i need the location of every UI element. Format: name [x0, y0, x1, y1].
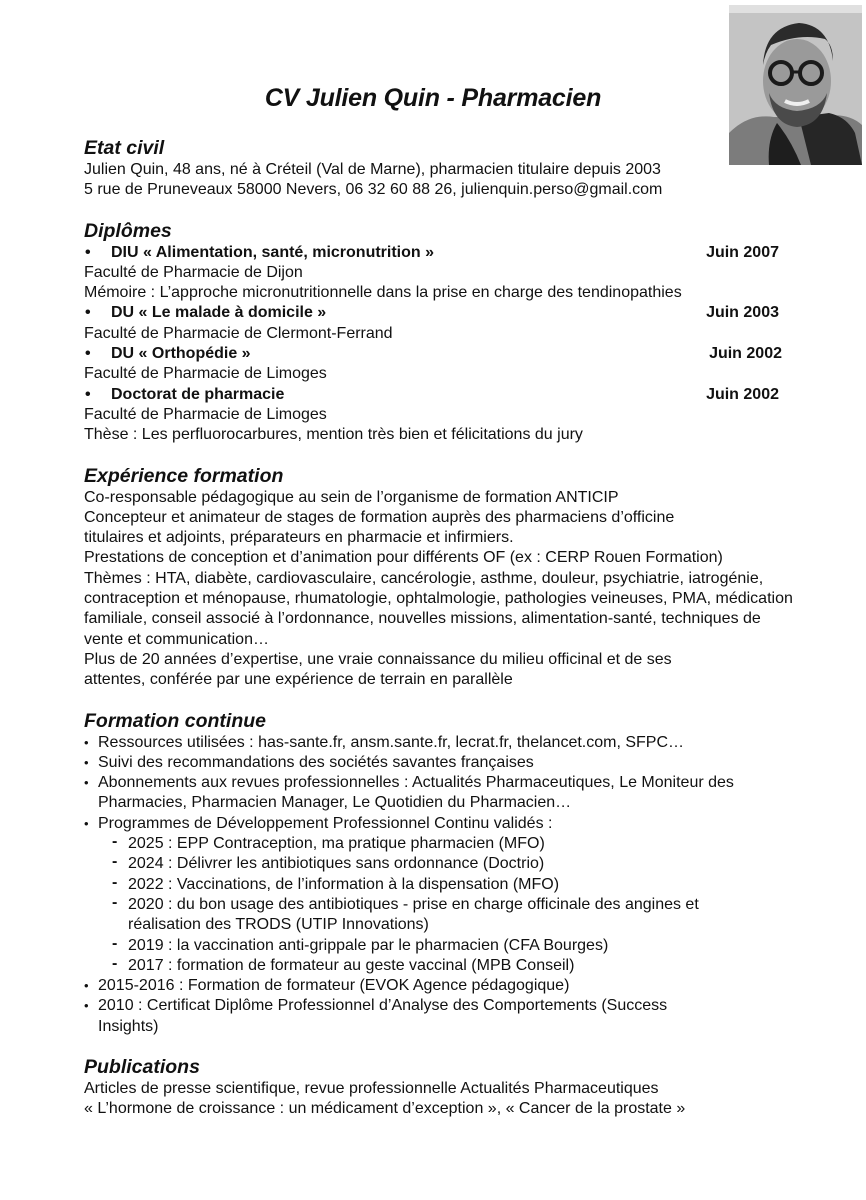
dpc-item — [112, 893, 773, 936]
diploma-title: Doctorat de pharmacie — [111, 385, 285, 403]
section-publications — [84, 1055, 804, 1120]
diploma-title: DU « Le malade à domicile » — [111, 304, 327, 322]
diploma-row — [84, 385, 779, 405]
dpc-text: 2022 : Vaccinations, de l’information à la dispensation (MFO) — [128, 875, 560, 893]
identity-line: Julien Quin, 48 ans, né à Créteil (Val de Marne), pharmacien titulaire depuis 2003 — [84, 161, 661, 178]
bullet-icon: • — [85, 385, 91, 403]
dpc-item — [112, 833, 804, 854]
list-item: • Suivi des recommandations des sociétés savantes françaises — [84, 753, 804, 773]
dpc-text: 2024 : Délivrer les antibiotiques sans ordonnance (Doctrio) — [128, 855, 545, 873]
diploma-title: DIU « Alimentation, santé, micronutrition » — [111, 243, 434, 261]
experience-paragraph: Thèmes : HTA, diabète, cardiovasculaire, cancérologie, asthme, douleur, psychiatrie, iatrogénie, contraception et ménopause, rhumatologie, ophtalmologie, pathologies veineuses, PMA, médication familiale, conseil associé à l’ordonnance, nouvelles missions, alimentation-santé, techniques de vente et communication… — [84, 569, 793, 648]
section-etat-civil — [84, 136, 804, 201]
dash-icon: - — [112, 893, 118, 911]
diploma-row — [84, 344, 782, 364]
experience-paragraph: Concepteur et animateur de stages de formation auprès des pharmaciens d’officine titulaires et adjoints, préparateurs en pharmacie et infirmiers. — [84, 508, 675, 547]
list-item: • 2015-2016 : Formation de formateur (EVOK Agence pédagogique) — [84, 976, 804, 996]
list-item: • Abonnements aux revues professionnelles : Actualités Pharmaceutiques, Le Moniteur des Pharmacies, Pharmacien Manager, Le Quotidien du Pharmacien… — [84, 773, 763, 814]
section-heading: Publications — [84, 1055, 200, 1078]
diploma-detail: Faculté de Pharmacie de Limoges — [84, 365, 327, 383]
cv-body — [84, 136, 804, 1138]
diploma-detail: Faculté de Pharmacie de Clermont-Ferrand — [84, 324, 393, 342]
experience-paragraph: Prestations de conception et d’animation pour différents OF (ex : CERP Rouen Formation) — [84, 549, 723, 567]
dash-icon: - — [112, 934, 118, 952]
section-heading: Expérience formation — [84, 464, 284, 487]
dpc-text: 2020 : du bon usage des antibiotiques - prise en charge officinale des angines et réalisation des TRODS (UTIP Innovations) — [128, 895, 699, 934]
experience-paragraph: Co-responsable pédagogique au sein de l’organisme de formation ANTICIP — [84, 488, 619, 506]
diploma-detail: Mémoire : L’approche micronutritionnelle dans la prise en charge des tendinopathies — [84, 284, 682, 302]
diploma-detail: Faculté de Pharmacie de Dijon — [84, 263, 303, 281]
dpc-item — [112, 954, 804, 976]
diploma-detail: Thèse : Les perfluorocarbures, mention très bien et félicitations du jury — [84, 426, 583, 444]
publication-line: « L’hormone de croissance : un médicament d’exception », « Cancer de la prostate » — [84, 1100, 686, 1118]
diploma-detail: Faculté de Pharmacie de Limoges — [84, 405, 327, 423]
dash-icon: - — [112, 954, 118, 972]
section-diplomes — [84, 219, 804, 446]
dash-icon: - — [112, 853, 118, 871]
list-item — [84, 814, 804, 976]
diploma-date: Juin 2007 — [706, 243, 779, 261]
dpc-item — [112, 934, 804, 956]
list-item: • Ressources utilisées : has-sante.fr, ansm.sante.fr, lecrat.fr, thelancet.com, SFPC… — [84, 733, 804, 753]
diploma-row — [84, 243, 779, 263]
dash-icon: - — [112, 873, 118, 891]
diploma-date: Juin 2002 — [706, 385, 779, 403]
section-heading: Formation continue — [84, 709, 266, 732]
section-formation-continue — [84, 709, 804, 1037]
dpc-text: 2019 : la vaccination anti-grippale par le pharmacien (CFA Bourges) — [128, 936, 609, 954]
bullet-icon: • — [85, 304, 91, 322]
section-experience — [84, 464, 794, 691]
dash-icon: - — [112, 833, 118, 851]
dpc-item — [112, 873, 804, 895]
diploma-date: Juin 2003 — [706, 304, 779, 322]
diploma-row — [84, 303, 779, 323]
bullet-icon: • — [85, 345, 91, 363]
diploma-title: DU « Orthopédie » — [111, 345, 251, 363]
page-title: CV Julien Quin - Pharmacien — [264, 84, 602, 112]
section-heading: Etat civil — [84, 137, 165, 159]
list-item-text: Programmes de Développement Professionnel Continu validés : — [98, 814, 553, 832]
publication-line: Articles de presse scientifique, revue professionnelle Actualités Pharmaceutiques — [84, 1079, 659, 1097]
diploma-date: Juin 2002 — [709, 345, 782, 363]
dpc-text: 2017 : formation de formateur au geste vaccinal (MPB Conseil) — [128, 956, 575, 974]
contact-line: 5 rue de Pruneveaux 58000 Nevers, 06 32 60 88 26, julienquin.perso@gmail.com — [84, 181, 663, 199]
dpc-text: 2025 : EPP Contraception, ma pratique pharmacien (MFO) — [128, 835, 545, 853]
list-item: • 2010 : Certificat Diplôme Professionnel d’Analyse des Comportements (Success Insights) — [84, 996, 723, 1037]
dpc-list — [98, 834, 804, 976]
bullet-icon: • — [85, 243, 91, 261]
section-heading: Diplômes — [84, 219, 172, 242]
experience-paragraph: Plus de 20 années d’expertise, une vraie connaissance du milieu officinal et de ses attentes, conférée par une expérience de terrain en parallèle — [84, 650, 672, 689]
formation-list — [84, 733, 804, 1037]
dpc-item — [112, 853, 804, 874]
